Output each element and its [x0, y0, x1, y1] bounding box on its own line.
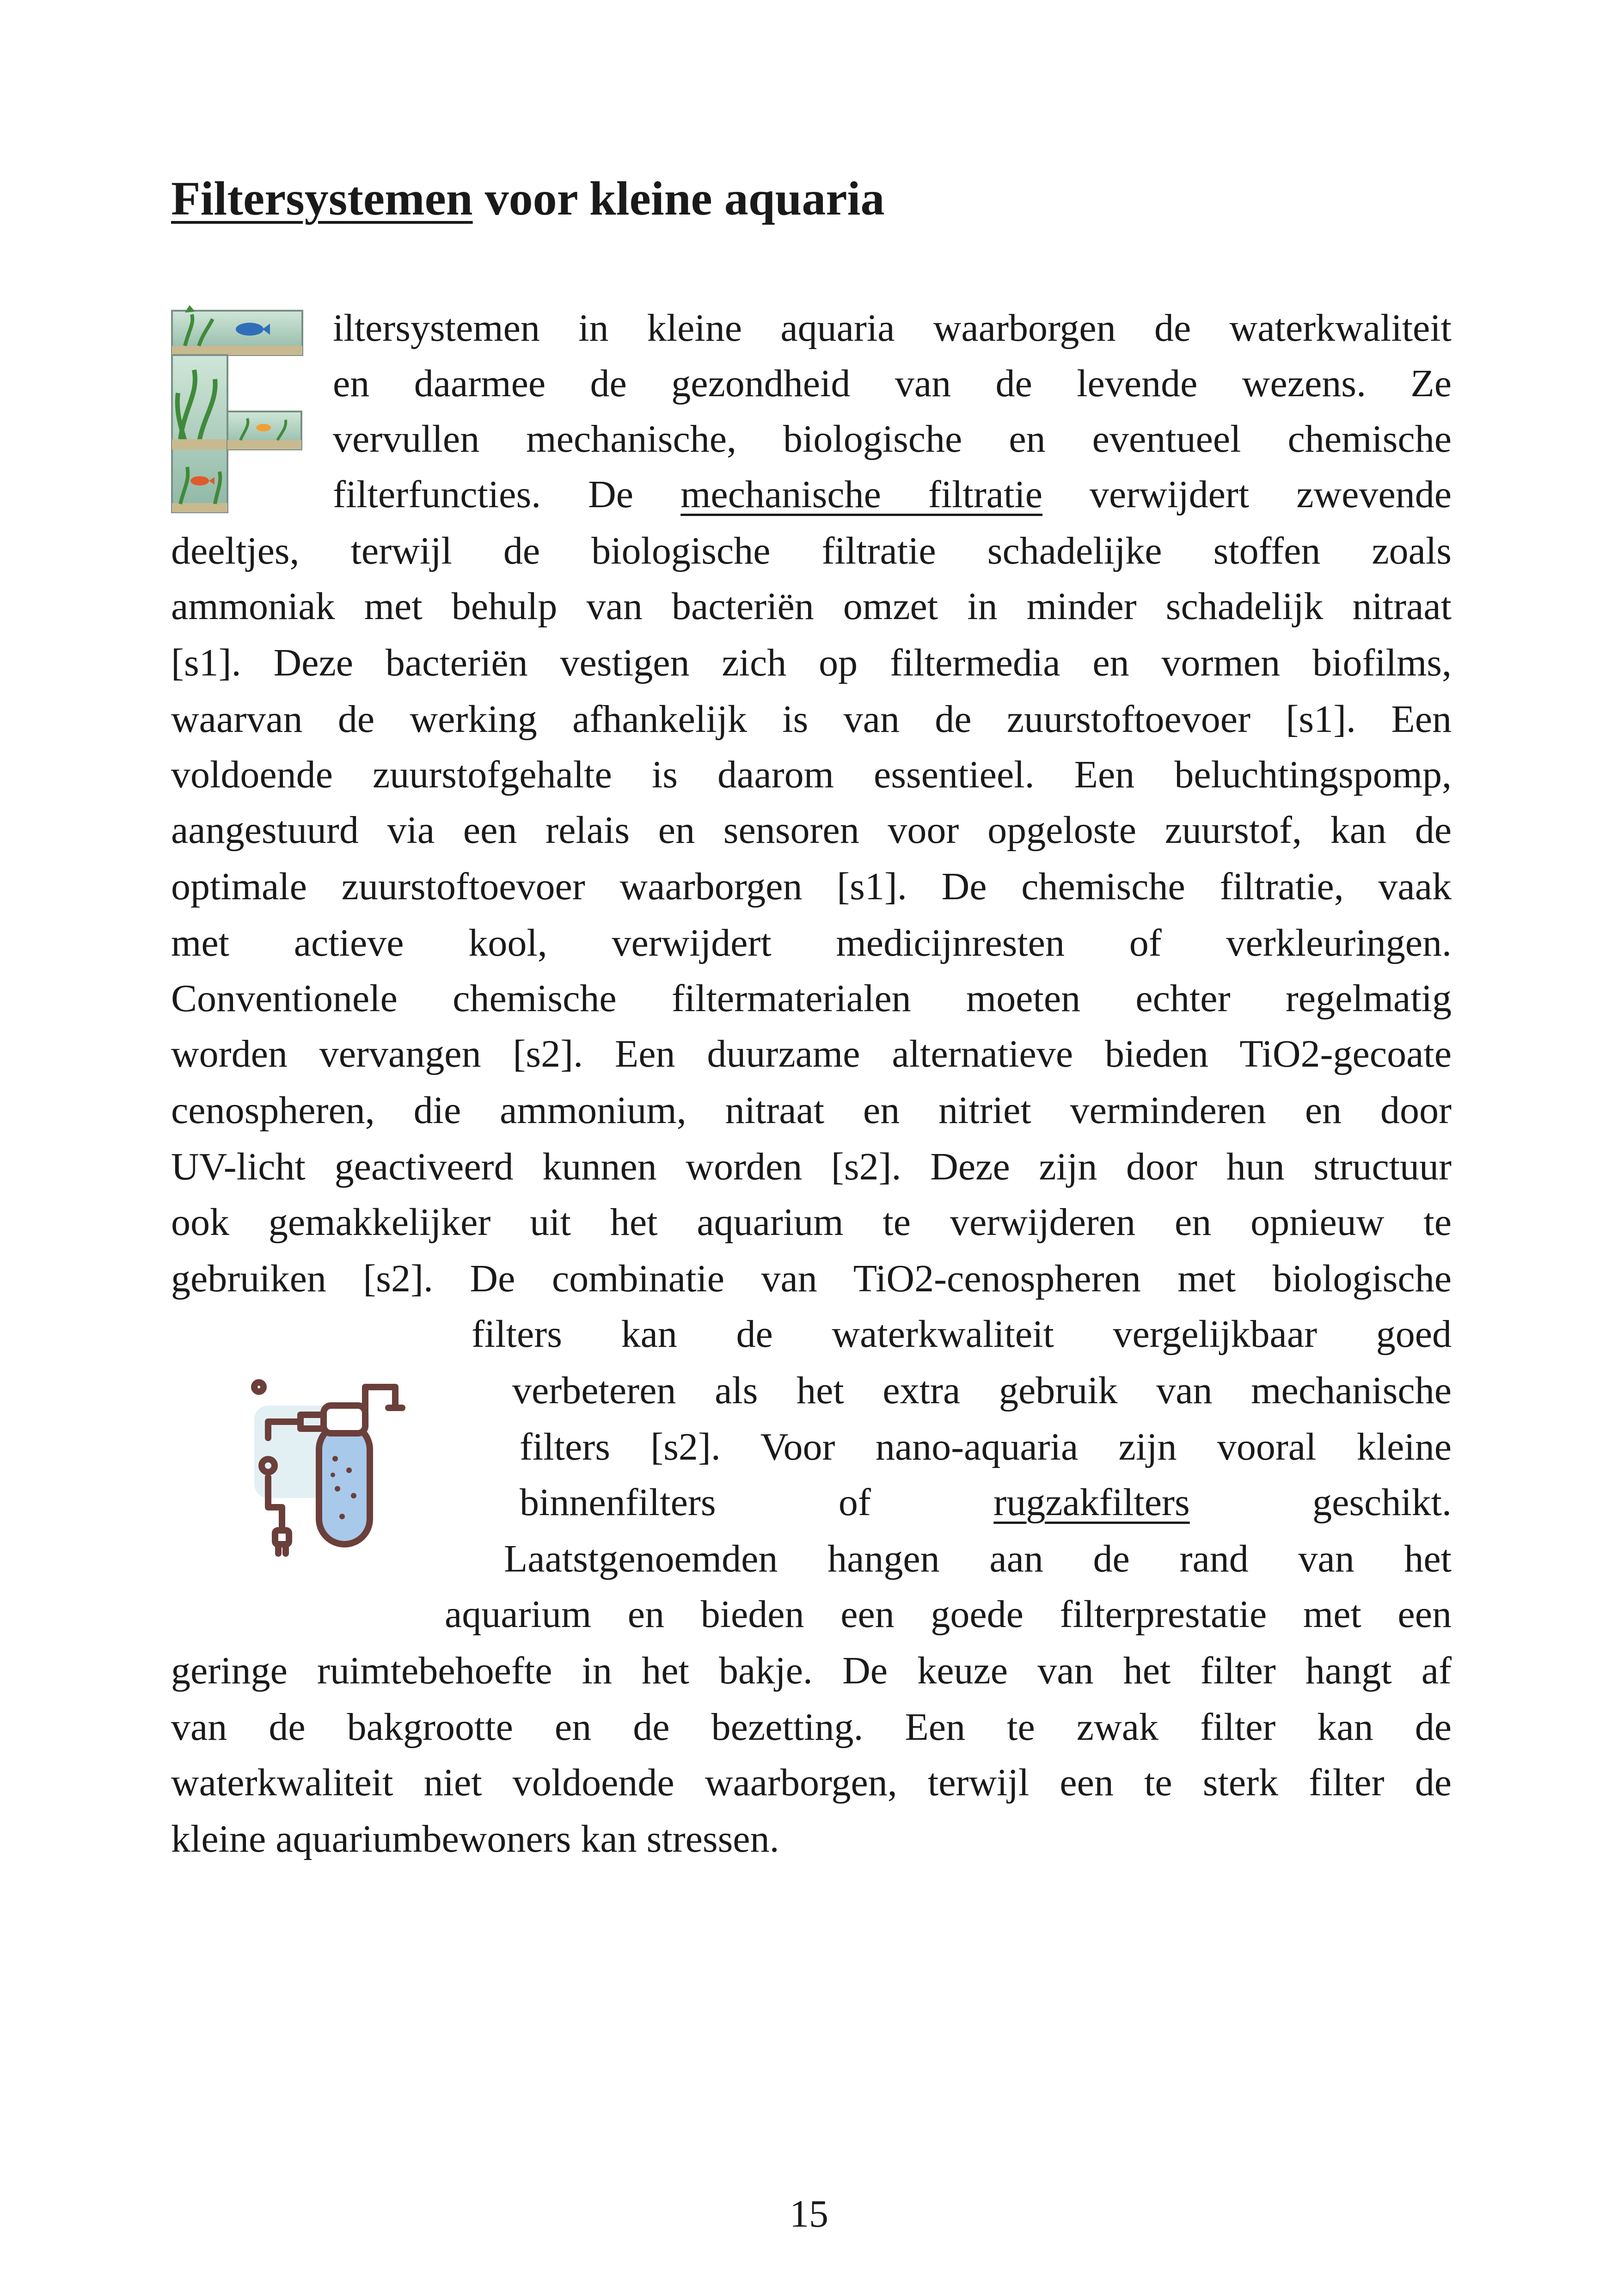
text-line: ook gemakkelijker uit het aquarium te verwijderen en opnieuw te — [171, 1201, 1452, 1244]
text-line: filters [s2]. Voor nano-aquaria zijn vooral kleine — [520, 1425, 1452, 1468]
text-line: filters kan de waterkwaliteit vergelijkbaar goed — [472, 1313, 1452, 1356]
text-line: UV-licht geactiveerd kunnen worden [s2]. Deze zijn door hun structuur — [171, 1145, 1452, 1188]
text-line: aquarium en bieden een goede filterprestatie met een — [445, 1593, 1452, 1636]
text-line: gebruiken [s2]. De combinatie van TiO2-cenospheren met biologische — [171, 1257, 1452, 1300]
text-line: deeltjes, terwijl de biologische filtratie schadelijke stoffen zoals — [171, 529, 1452, 572]
page-number: 15 — [790, 2192, 828, 2235]
text-line: kleine aquariumbewoners kan stressen. — [171, 1817, 779, 1860]
text-line: geringe ruimtebehoefte in het bakje. De keuze van het filter hangt af — [171, 1649, 1452, 1692]
heading-rest: voor kleine aquaria — [472, 172, 885, 225]
text-line: van de bakgrootte en de bezetting. Een te zwak filter kan de — [171, 1706, 1452, 1749]
text-line: [s1]. Deze bacteriën vestigen zich op filtermedia en vormen biofilms, — [171, 641, 1452, 684]
text-line: iltersystemen in kleine aquaria waarborgen de waterkwaliteit — [333, 307, 1452, 350]
text-line: cenospheren, die ammonium, nitraat en nitriet verminderen en door — [171, 1089, 1452, 1132]
text-line: ammoniak met behulp van bacteriën omzet in minder schadelijk nitraat — [171, 585, 1452, 628]
text-line: met actieve kool, verwijdert medicijnresten of verkleuringen. — [171, 921, 1452, 964]
aquarium-filter-icon — [250, 1378, 407, 1563]
text-line: aangestuurd via een relais en sensoren voor opgeloste zuurstof, kan de — [171, 809, 1452, 852]
text-line: waarvan de werking afhankelijk is van de zuurstoftoevoer [s1]. Een — [171, 698, 1452, 741]
page-title — [171, 171, 884, 226]
link-rugzakfilters[interactable]: rugzakfilters — [993, 1481, 1190, 1524]
text-line: voldoende zuurstofgehalte is daarom essentieel. Een beluchtingspomp, — [171, 753, 1452, 796]
text-line: waterkwaliteit niet voldoende waarborgen, terwijl een te sterk filter de — [171, 1761, 1452, 1804]
text-line: filterfuncties. De mechanische filtratie verwijdert zwevende — [333, 473, 1452, 516]
text-line: Laatstgenoemden hangen aan de rand van het — [504, 1537, 1452, 1580]
heading-link[interactable]: Filtersystemen — [171, 172, 473, 225]
text-line: vervullen mechanische, biologische en eventueel chemische — [333, 417, 1452, 460]
text-line: Conventionele chemische filtermaterialen moeten echter regelmatig — [171, 977, 1452, 1020]
link-mechanische-filtratie[interactable]: mechanische filtratie — [680, 473, 1043, 516]
text-line: optimale zuurstoftoevoer waarborgen [s1]. De chemische filtratie, vaak — [171, 865, 1452, 908]
text-line: verbeteren als het extra gebruik van mechanische — [512, 1369, 1452, 1412]
text-line: en daarmee de gezondheid van de levende wezens. Ze — [333, 362, 1452, 405]
text-line: binnenfilters of rugzakfilters geschikt. — [520, 1481, 1452, 1524]
aquarium-letter-f-icon — [171, 301, 303, 513]
text-line: worden vervangen [s2]. Een duurzame alternatieve bieden TiO2-gecoate — [171, 1032, 1452, 1075]
